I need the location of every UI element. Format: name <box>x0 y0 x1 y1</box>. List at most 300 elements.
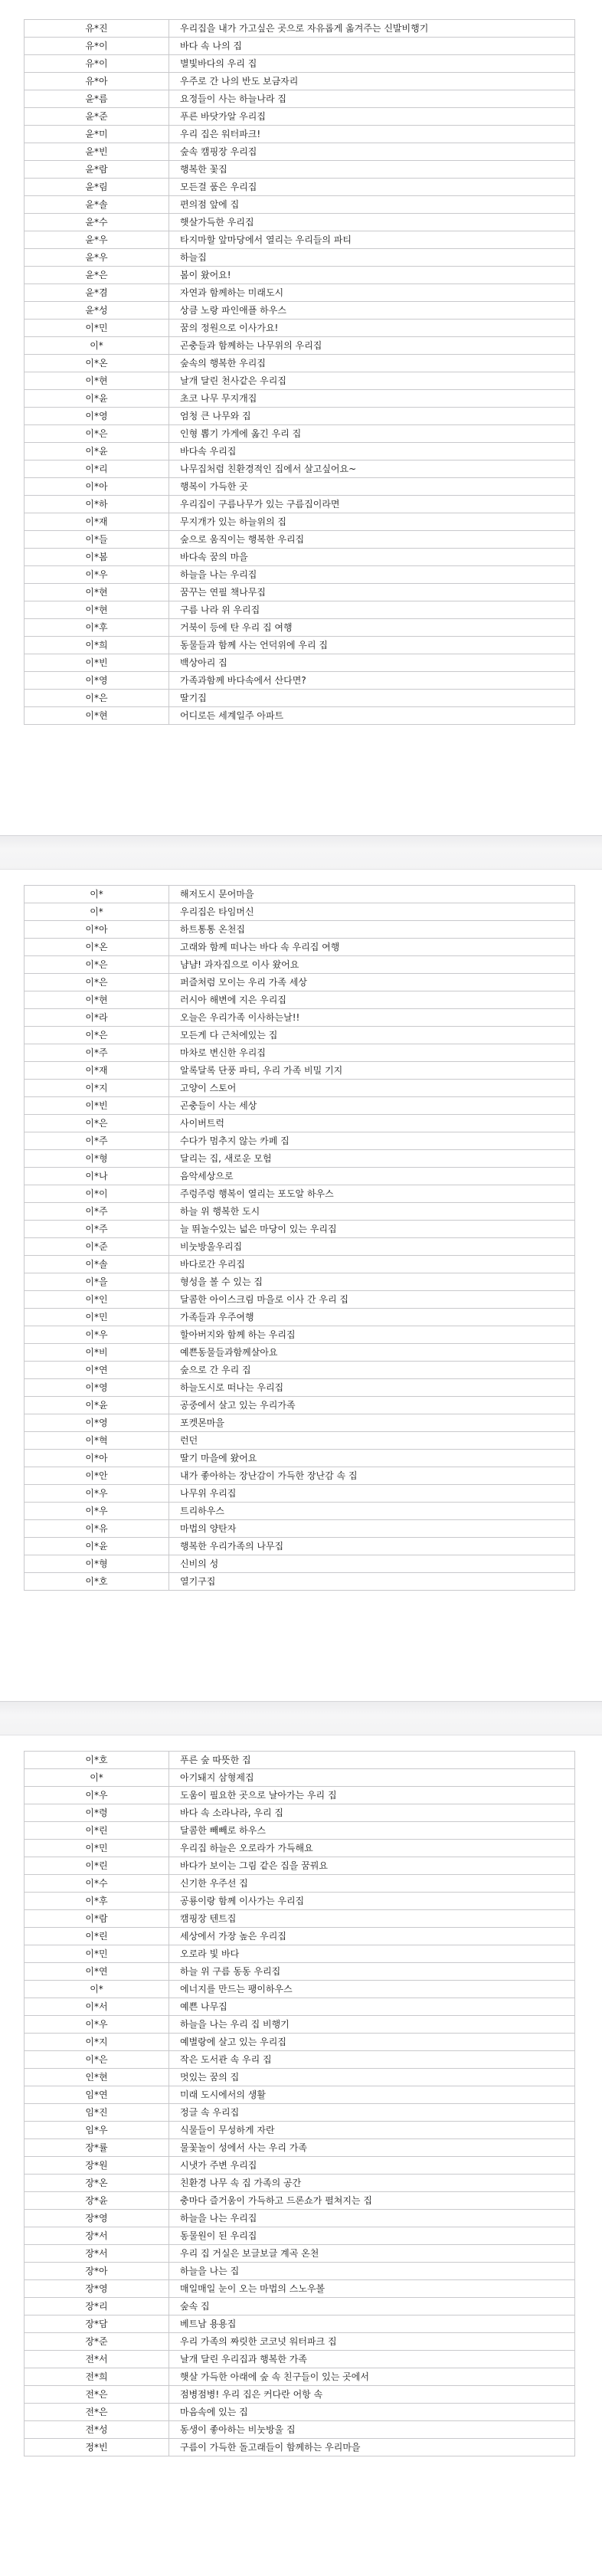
artwork-title-cell: 우리집이 구름나무가 있는 구름집이라면 <box>169 496 575 513</box>
table-row <box>25 126 575 143</box>
table-row <box>25 1840 575 1857</box>
table-row <box>25 231 575 249</box>
artwork-title-cell: 백상아리 집 <box>169 654 575 672</box>
participant-name-cell: 이*온 <box>25 939 169 956</box>
table-row <box>25 1963 575 1981</box>
participant-name-cell: 전*은 <box>25 2404 169 2421</box>
table-row <box>25 2351 575 2368</box>
participant-name-cell: 이*민 <box>25 1945 169 1963</box>
table-row <box>25 1203 575 1221</box>
participant-name-cell: 이*우 <box>25 1787 169 1804</box>
participant-name-cell: 이*준 <box>25 1238 169 1256</box>
participant-name-cell: 이*은 <box>25 425 169 443</box>
artwork-title-cell: 하늘 위 행복한 도시 <box>169 1203 575 1221</box>
artwork-title-cell: 작은 도서관 속 우리 집 <box>169 2051 575 2069</box>
entries-table <box>24 19 575 725</box>
participant-name-cell: 이*후 <box>25 619 169 637</box>
artwork-title-cell: 예쁜 나무집 <box>169 1998 575 2016</box>
table-row <box>25 1379 575 1397</box>
artwork-title-cell: 하늘을 나는 우리 집 비행기 <box>169 2016 575 2034</box>
participant-name-cell: 이*수 <box>25 1875 169 1893</box>
artwork-title-cell: 캠핑장 텐트집 <box>169 1910 575 1928</box>
participant-name-cell: 유*아 <box>25 73 169 90</box>
table-row <box>25 2016 575 2034</box>
artwork-title-cell: 러시아 해변에 지은 우리집 <box>169 991 575 1009</box>
table-row <box>25 1945 575 1963</box>
participant-name-cell: 이*은 <box>25 2051 169 2069</box>
table-row <box>25 460 575 478</box>
artwork-title-cell: 행복한 꽃집 <box>169 161 575 179</box>
artwork-title-cell: 사이버트럭 <box>169 1115 575 1132</box>
participant-name-cell: 이*라 <box>25 1009 169 1027</box>
participant-name-cell: 장*률 <box>25 2139 169 2157</box>
table-row <box>25 408 575 425</box>
participant-name-cell: 윤*성 <box>25 302 169 320</box>
table-row <box>25 1503 575 1520</box>
table-row <box>25 690 575 707</box>
artwork-title-cell: 딸기집 <box>169 690 575 707</box>
table-row <box>25 2368 575 2386</box>
table-row <box>25 903 575 921</box>
participant-name-cell: 이*호 <box>25 1573 169 1591</box>
entries-table <box>24 885 575 1591</box>
table-row <box>25 1044 575 1062</box>
table-row <box>25 1573 575 1591</box>
participant-name-cell: 이*영 <box>25 1379 169 1397</box>
participant-name-cell: 윤*람 <box>25 161 169 179</box>
artwork-title-cell: 물꽃놀이 성에서 사는 우리 가족 <box>169 2139 575 2157</box>
participant-name-cell: 이*형 <box>25 1555 169 1573</box>
table-row <box>25 108 575 126</box>
artwork-title-cell: 트리하우스 <box>169 1503 575 1520</box>
artwork-title-cell: 무지개가 있는 하늘위의 집 <box>169 513 575 531</box>
table-row <box>25 1238 575 1256</box>
artwork-title-cell: 편의점 앞에 집 <box>169 196 575 214</box>
table-row <box>25 355 575 372</box>
participant-name-cell: 이*현 <box>25 601 169 619</box>
artwork-title-cell: 모든걸 품은 우리집 <box>169 179 575 196</box>
artwork-title-cell: 미래 도시에서의 생활 <box>169 2086 575 2104</box>
participant-name-cell: 이*윤 <box>25 390 169 408</box>
table-row <box>25 1291 575 1309</box>
table-row <box>25 20 575 38</box>
table-row <box>25 2210 575 2227</box>
artwork-title-cell: 어디로든 세계일주 아파트 <box>169 707 575 725</box>
participant-name-cell: 장*영 <box>25 2210 169 2227</box>
artwork-title-cell: 고양이 스토어 <box>169 1080 575 1097</box>
artwork-title-cell: 수다가 멈추지 않는 카페 집 <box>169 1132 575 1150</box>
artwork-title-cell: 마차로 변신한 우리집 <box>169 1044 575 1062</box>
table-row <box>25 1910 575 1928</box>
artwork-title-cell: 봄이 왔어요! <box>169 267 575 284</box>
table-row <box>25 1981 575 1998</box>
participant-name-cell: 이*연 <box>25 1963 169 1981</box>
table-row <box>25 320 575 337</box>
table-row <box>25 478 575 496</box>
artwork-title-cell: 숲으로 간 우리 집 <box>169 1362 575 1379</box>
participant-name-cell: 장*원 <box>25 2157 169 2175</box>
participant-name-cell: 이*서 <box>25 1998 169 2016</box>
participant-name-cell: 이*령 <box>25 1804 169 1822</box>
table-row <box>25 425 575 443</box>
artwork-title-cell: 베트남 용용집 <box>169 2315 575 2333</box>
participant-name-cell: 이*영 <box>25 1414 169 1432</box>
participant-name-cell: 이*안 <box>25 1467 169 1485</box>
participant-name-cell: 이*윤 <box>25 1538 169 1555</box>
participant-name-cell: 유*이 <box>25 55 169 73</box>
participant-name-cell: 인*현 <box>25 2069 169 2086</box>
table-row <box>25 1115 575 1132</box>
participant-name-cell: 이*연 <box>25 1362 169 1379</box>
artwork-title-cell: 별빛바다의 우리 집 <box>169 55 575 73</box>
table-row <box>25 2439 575 2456</box>
participant-name-cell: 이*현 <box>25 372 169 390</box>
participant-name-cell: 이*주 <box>25 1221 169 1238</box>
table-row <box>25 991 575 1009</box>
artwork-title-cell: 고래와 함께 떠나는 바다 속 우리집 여행 <box>169 939 575 956</box>
participant-name-cell: 전*서 <box>25 2351 169 2368</box>
participant-name-cell: 이*혁 <box>25 1432 169 1450</box>
table-row <box>25 672 575 690</box>
table-row <box>25 1928 575 1945</box>
table-row <box>25 1893 575 1910</box>
table-row <box>25 196 575 214</box>
table-row <box>25 1998 575 2016</box>
participant-name-cell: 윤*미 <box>25 126 169 143</box>
table-row <box>25 707 575 725</box>
participant-name-cell: 이*우 <box>25 1326 169 1344</box>
table-row <box>25 90 575 108</box>
participant-name-cell: 이*나 <box>25 1168 169 1185</box>
participant-name-cell: 윤*우 <box>25 231 169 249</box>
table-row <box>25 2034 575 2051</box>
participant-name-cell: 이*윤 <box>25 1397 169 1414</box>
table-row <box>25 1062 575 1080</box>
table-row <box>25 1538 575 1555</box>
table-row <box>25 1097 575 1115</box>
artwork-title-cell: 우리 가족의 짜릿한 코코넛 워터파크 집 <box>169 2333 575 2351</box>
artwork-title-cell: 공룡이랑 함께 이사가는 우리집 <box>169 1893 575 1910</box>
participant-name-cell: 윤*은 <box>25 267 169 284</box>
table-row <box>25 1485 575 1503</box>
table-row <box>25 55 575 73</box>
artwork-title-cell: 내가 좋아하는 장난감이 가득한 장난감 속 집 <box>169 1467 575 1485</box>
participant-name-cell: 이*형 <box>25 1150 169 1168</box>
participant-name-cell: 이*린 <box>25 1822 169 1840</box>
artwork-title-cell: 시냇가 주변 우리집 <box>169 2157 575 2175</box>
participant-name-cell: 이*이 <box>25 1185 169 1203</box>
participant-name-cell: 이*은 <box>25 690 169 707</box>
participant-name-cell: 이*은 <box>25 974 169 991</box>
table-row <box>25 2404 575 2421</box>
artwork-title-cell: 달콤한 아이스크림 마을로 이사 간 우리 집 <box>169 1291 575 1309</box>
table-row <box>25 654 575 672</box>
participant-name-cell: 이*비 <box>25 1344 169 1362</box>
participant-name-cell: 이*유 <box>25 1520 169 1538</box>
participant-name-cell: 장*서 <box>25 2245 169 2263</box>
artwork-title-cell: 우리 집은 워터파크! <box>169 126 575 143</box>
table-row <box>25 1273 575 1291</box>
sheet-page-3 <box>0 1735 602 2576</box>
participant-name-cell: 이*인 <box>25 1291 169 1309</box>
participant-name-cell: 윤*우 <box>25 249 169 267</box>
artwork-title-cell: 비눗방울우리집 <box>169 1238 575 1256</box>
table-row <box>25 2263 575 2280</box>
artwork-title-cell: 동물들과 함께 사는 언덕위에 우리 집 <box>169 637 575 654</box>
artwork-title-cell: 가족과함께 바다속에서 산다면? <box>169 672 575 690</box>
participant-name-cell: 유*진 <box>25 20 169 38</box>
artwork-title-cell: 하늘을 나는 우리집 <box>169 566 575 584</box>
table-row <box>25 1875 575 1893</box>
participant-name-cell: 이*지 <box>25 1080 169 1097</box>
artwork-title-cell: 꿈의 정원으로 이사가요! <box>169 320 575 337</box>
participant-name-cell: 이*재 <box>25 1062 169 1080</box>
table-row <box>25 1467 575 1485</box>
participant-name-cell: 장*서 <box>25 2227 169 2245</box>
table-row <box>25 584 575 601</box>
participant-name-cell: 전*은 <box>25 2386 169 2404</box>
artwork-title-cell: 우리집 하늘은 오로라가 가득해요 <box>169 1840 575 1857</box>
participant-name-cell: 이*솔 <box>25 1256 169 1273</box>
participant-name-cell: 이*은 <box>25 1027 169 1044</box>
artwork-title-cell: 햇살 가득한 아래에 숲 속 친구들이 있는 곳에서 <box>169 2368 575 2386</box>
artwork-title-cell: 음악세상으로 <box>169 1168 575 1185</box>
table-row <box>25 73 575 90</box>
table-row <box>25 496 575 513</box>
artwork-title-cell: 곤충들이 사는 세상 <box>169 1097 575 1115</box>
artwork-title-cell: 요정들이 사는 하늘나라 집 <box>169 90 575 108</box>
artwork-title-cell: 날개 달린 우리집과 행복한 가족 <box>169 2351 575 2368</box>
artwork-title-cell: 꿈꾸는 연필 책나무집 <box>169 584 575 601</box>
participant-name-cell: 장*준 <box>25 2333 169 2351</box>
table-row <box>25 1769 575 1787</box>
table-row <box>25 1027 575 1044</box>
participant-name-cell: 윤*겸 <box>25 284 169 302</box>
artwork-title-cell: 엄청 큰 나무와 집 <box>169 408 575 425</box>
artwork-title-cell: 모든게 다 근처에있는 집 <box>169 1027 575 1044</box>
participant-name-cell: 전*성 <box>25 2421 169 2439</box>
participant-name-cell: 이*영 <box>25 672 169 690</box>
participant-name-cell: 이*민 <box>25 1840 169 1857</box>
artwork-title-cell: 알록달록 단풍 파티, 우리 가족 비밀 기지 <box>169 1062 575 1080</box>
artwork-title-cell: 점병점병! 우리 집은 커다란 어항 속 <box>169 2386 575 2404</box>
artwork-title-cell: 바다속 꿈의 마을 <box>169 549 575 566</box>
table-row <box>25 1344 575 1362</box>
participant-name-cell: 이*지 <box>25 2034 169 2051</box>
artwork-title-cell: 가족들과 우주여행 <box>169 1309 575 1326</box>
table-row <box>25 1256 575 1273</box>
artwork-title-cell: 초코 나무 무지개집 <box>169 390 575 408</box>
participant-name-cell: 이*봄 <box>25 549 169 566</box>
participant-name-cell: 이*우 <box>25 2016 169 2034</box>
participant-name-cell: 이* <box>25 1981 169 1998</box>
participant-name-cell: 정*빈 <box>25 2439 169 2456</box>
table-row <box>25 2157 575 2175</box>
table-row <box>25 2386 575 2404</box>
table-row <box>25 2298 575 2315</box>
participant-name-cell: 장*윤 <box>25 2192 169 2210</box>
participant-name-cell: 이*린 <box>25 1857 169 1875</box>
artwork-title-cell: 할아버지와 함께 하는 우리집 <box>169 1326 575 1344</box>
participant-name-cell: 윤*빈 <box>25 143 169 161</box>
table-row <box>25 1555 575 1573</box>
table-row <box>25 1822 575 1840</box>
table-row <box>25 249 575 267</box>
artwork-title-cell: 오로라 빛 바다 <box>169 1945 575 1963</box>
artwork-title-cell: 동생이 좋아하는 비눗방울 집 <box>169 2421 575 2439</box>
participant-name-cell: 이* <box>25 903 169 921</box>
participant-name-cell: 이*아 <box>25 478 169 496</box>
participant-name-cell: 이*아 <box>25 1450 169 1467</box>
sheet-page-1 <box>0 0 602 835</box>
participant-name-cell: 이*후 <box>25 1893 169 1910</box>
artwork-title-cell: 나무위 우리집 <box>169 1485 575 1503</box>
artwork-title-cell: 도움이 필요한 곳으로 날아가는 우리 집 <box>169 1787 575 1804</box>
artwork-title-cell: 충마다 즐거움이 가득하고 드론쇼가 펼쳐지는 집 <box>169 2192 575 2210</box>
participant-name-cell: 이*린 <box>25 1928 169 1945</box>
table-row <box>25 1752 575 1769</box>
artwork-title-cell: 런던 <box>169 1432 575 1450</box>
table-row <box>25 1414 575 1432</box>
table-row <box>25 2227 575 2245</box>
table-row <box>25 1168 575 1185</box>
table-row <box>25 1185 575 1203</box>
artwork-title-cell: 주렁주렁 행복이 열리는 포도알 하우스 <box>169 1185 575 1203</box>
artwork-title-cell: 세상에서 가장 높은 우리집 <box>169 1928 575 1945</box>
artwork-title-cell: 행복이 가득한 곳 <box>169 478 575 496</box>
participant-name-cell: 장*아 <box>25 2263 169 2280</box>
artwork-title-cell: 마법의 양탄자 <box>169 1520 575 1538</box>
table-row <box>25 956 575 974</box>
artwork-title-cell: 거북이 등에 탄 우리 집 여행 <box>169 619 575 637</box>
participant-name-cell: 임*우 <box>25 2122 169 2139</box>
participant-name-cell: 임*진 <box>25 2104 169 2122</box>
table-row <box>25 939 575 956</box>
table-row <box>25 2245 575 2263</box>
participant-name-cell: 이*람 <box>25 1910 169 1928</box>
participant-name-cell: 이*우 <box>25 1485 169 1503</box>
table-row <box>25 1787 575 1804</box>
table-row <box>25 372 575 390</box>
artwork-title-cell: 햇살가득한 우리집 <box>169 214 575 231</box>
participant-name-cell: 이*빈 <box>25 1097 169 1115</box>
artwork-title-cell: 바다로간 우리집 <box>169 1256 575 1273</box>
table-row <box>25 1326 575 1344</box>
table-row <box>25 1150 575 1168</box>
table-row <box>25 601 575 619</box>
artwork-title-cell: 하늘 위 구름 동동 우리집 <box>169 1963 575 1981</box>
participant-name-cell: 이*리 <box>25 460 169 478</box>
table-row <box>25 2139 575 2157</box>
table-row <box>25 1132 575 1150</box>
table-row <box>25 1520 575 1538</box>
table-row <box>25 1309 575 1326</box>
participant-name-cell: 유*이 <box>25 38 169 55</box>
table-row <box>25 2315 575 2333</box>
participant-name-cell: 전*희 <box>25 2368 169 2386</box>
table-row <box>25 2069 575 2086</box>
participant-name-cell: 이*영 <box>25 408 169 425</box>
artwork-title-cell: 동물원이 된 우리집 <box>169 2227 575 2245</box>
table-row <box>25 337 575 355</box>
artwork-title-cell: 구름 나라 위 우리집 <box>169 601 575 619</box>
artwork-title-cell: 정글 속 우리집 <box>169 2104 575 2122</box>
table-row <box>25 1804 575 1822</box>
participant-name-cell: 이*빈 <box>25 654 169 672</box>
artwork-title-cell: 날개 달린 천사같은 우리집 <box>169 372 575 390</box>
artwork-title-cell: 숲속 캠핑장 우리집 <box>169 143 575 161</box>
artwork-title-cell: 구름이 가득한 돌고래들이 함께하는 우리마을 <box>169 2439 575 2456</box>
artwork-title-cell: 매일매일 눈이 오는 마법의 스노우볼 <box>169 2280 575 2298</box>
artwork-title-cell: 형성을 볼 수 있는 집 <box>169 1273 575 1291</box>
table-row <box>25 619 575 637</box>
sheet-page-2 <box>0 870 602 1701</box>
table-row <box>25 1362 575 1379</box>
table-row <box>25 513 575 531</box>
table-row <box>25 2280 575 2298</box>
artwork-title-cell: 멋있는 꿈의 집 <box>169 2069 575 2086</box>
artwork-title-cell: 공중에서 살고 있는 우리가족 <box>169 1397 575 1414</box>
participant-name-cell: 윤*림 <box>25 179 169 196</box>
artwork-title-cell: 행복한 우리가족의 나무집 <box>169 1538 575 1555</box>
artwork-title-cell: 하트통통 온천집 <box>169 921 575 939</box>
table-row <box>25 2175 575 2192</box>
participant-name-cell: 이*아 <box>25 921 169 939</box>
artwork-title-cell: 바다속 우리집 <box>169 443 575 460</box>
table-row <box>25 2333 575 2351</box>
table-row <box>25 2122 575 2139</box>
artwork-title-cell: 달콤한 빼빼로 하우스 <box>169 1822 575 1840</box>
participant-name-cell: 이*민 <box>25 320 169 337</box>
page-break <box>0 1701 602 1735</box>
artwork-title-cell: 달리는 집, 새로운 모험 <box>169 1150 575 1168</box>
table-row <box>25 390 575 408</box>
participant-name-cell: 윤*름 <box>25 90 169 108</box>
participant-name-cell: 이*온 <box>25 355 169 372</box>
table-row <box>25 179 575 196</box>
artwork-title-cell: 나무집처럼 친환경적인 집에서 살고싶어요~ <box>169 460 575 478</box>
page-break <box>0 835 602 870</box>
table-row <box>25 566 575 584</box>
participant-name-cell: 이* <box>25 337 169 355</box>
artwork-title-cell: 하늘을 나는 우리집 <box>169 2210 575 2227</box>
participant-name-cell: 장*온 <box>25 2175 169 2192</box>
table-row <box>25 531 575 549</box>
table-row <box>25 637 575 654</box>
participant-name-cell: 윤*솔 <box>25 196 169 214</box>
participant-name-cell: 이*을 <box>25 1273 169 1291</box>
artwork-title-cell: 타지마할 앞마당에서 열리는 우리들의 파티 <box>169 231 575 249</box>
artwork-title-cell: 친환경 나무 속 집 가족의 공간 <box>169 2175 575 2192</box>
artwork-title-cell: 자연과 함께하는 미래도시 <box>169 284 575 302</box>
artwork-title-cell: 해저도시 문어마을 <box>169 886 575 903</box>
artwork-title-cell: 오늘은 우리가족 이사하는날!! <box>169 1009 575 1027</box>
participant-name-cell: 이*은 <box>25 1115 169 1132</box>
table-row <box>25 2086 575 2104</box>
table-row <box>25 1432 575 1450</box>
artwork-title-cell: 바다 속 소라나라, 우리 집 <box>169 1804 575 1822</box>
artwork-title-cell: 바다 속 나의 집 <box>169 38 575 55</box>
table-row <box>25 1397 575 1414</box>
participant-name-cell: 장*리 <box>25 2298 169 2315</box>
table-row <box>25 886 575 903</box>
artwork-title-cell: 하늘도시로 떠나는 우리집 <box>169 1379 575 1397</box>
table-row <box>25 1857 575 1875</box>
artwork-title-cell: 숲속의 행복한 우리집 <box>169 355 575 372</box>
artwork-title-cell: 우리집은 타임머신 <box>169 903 575 921</box>
table-row <box>25 2104 575 2122</box>
table-row <box>25 1009 575 1027</box>
